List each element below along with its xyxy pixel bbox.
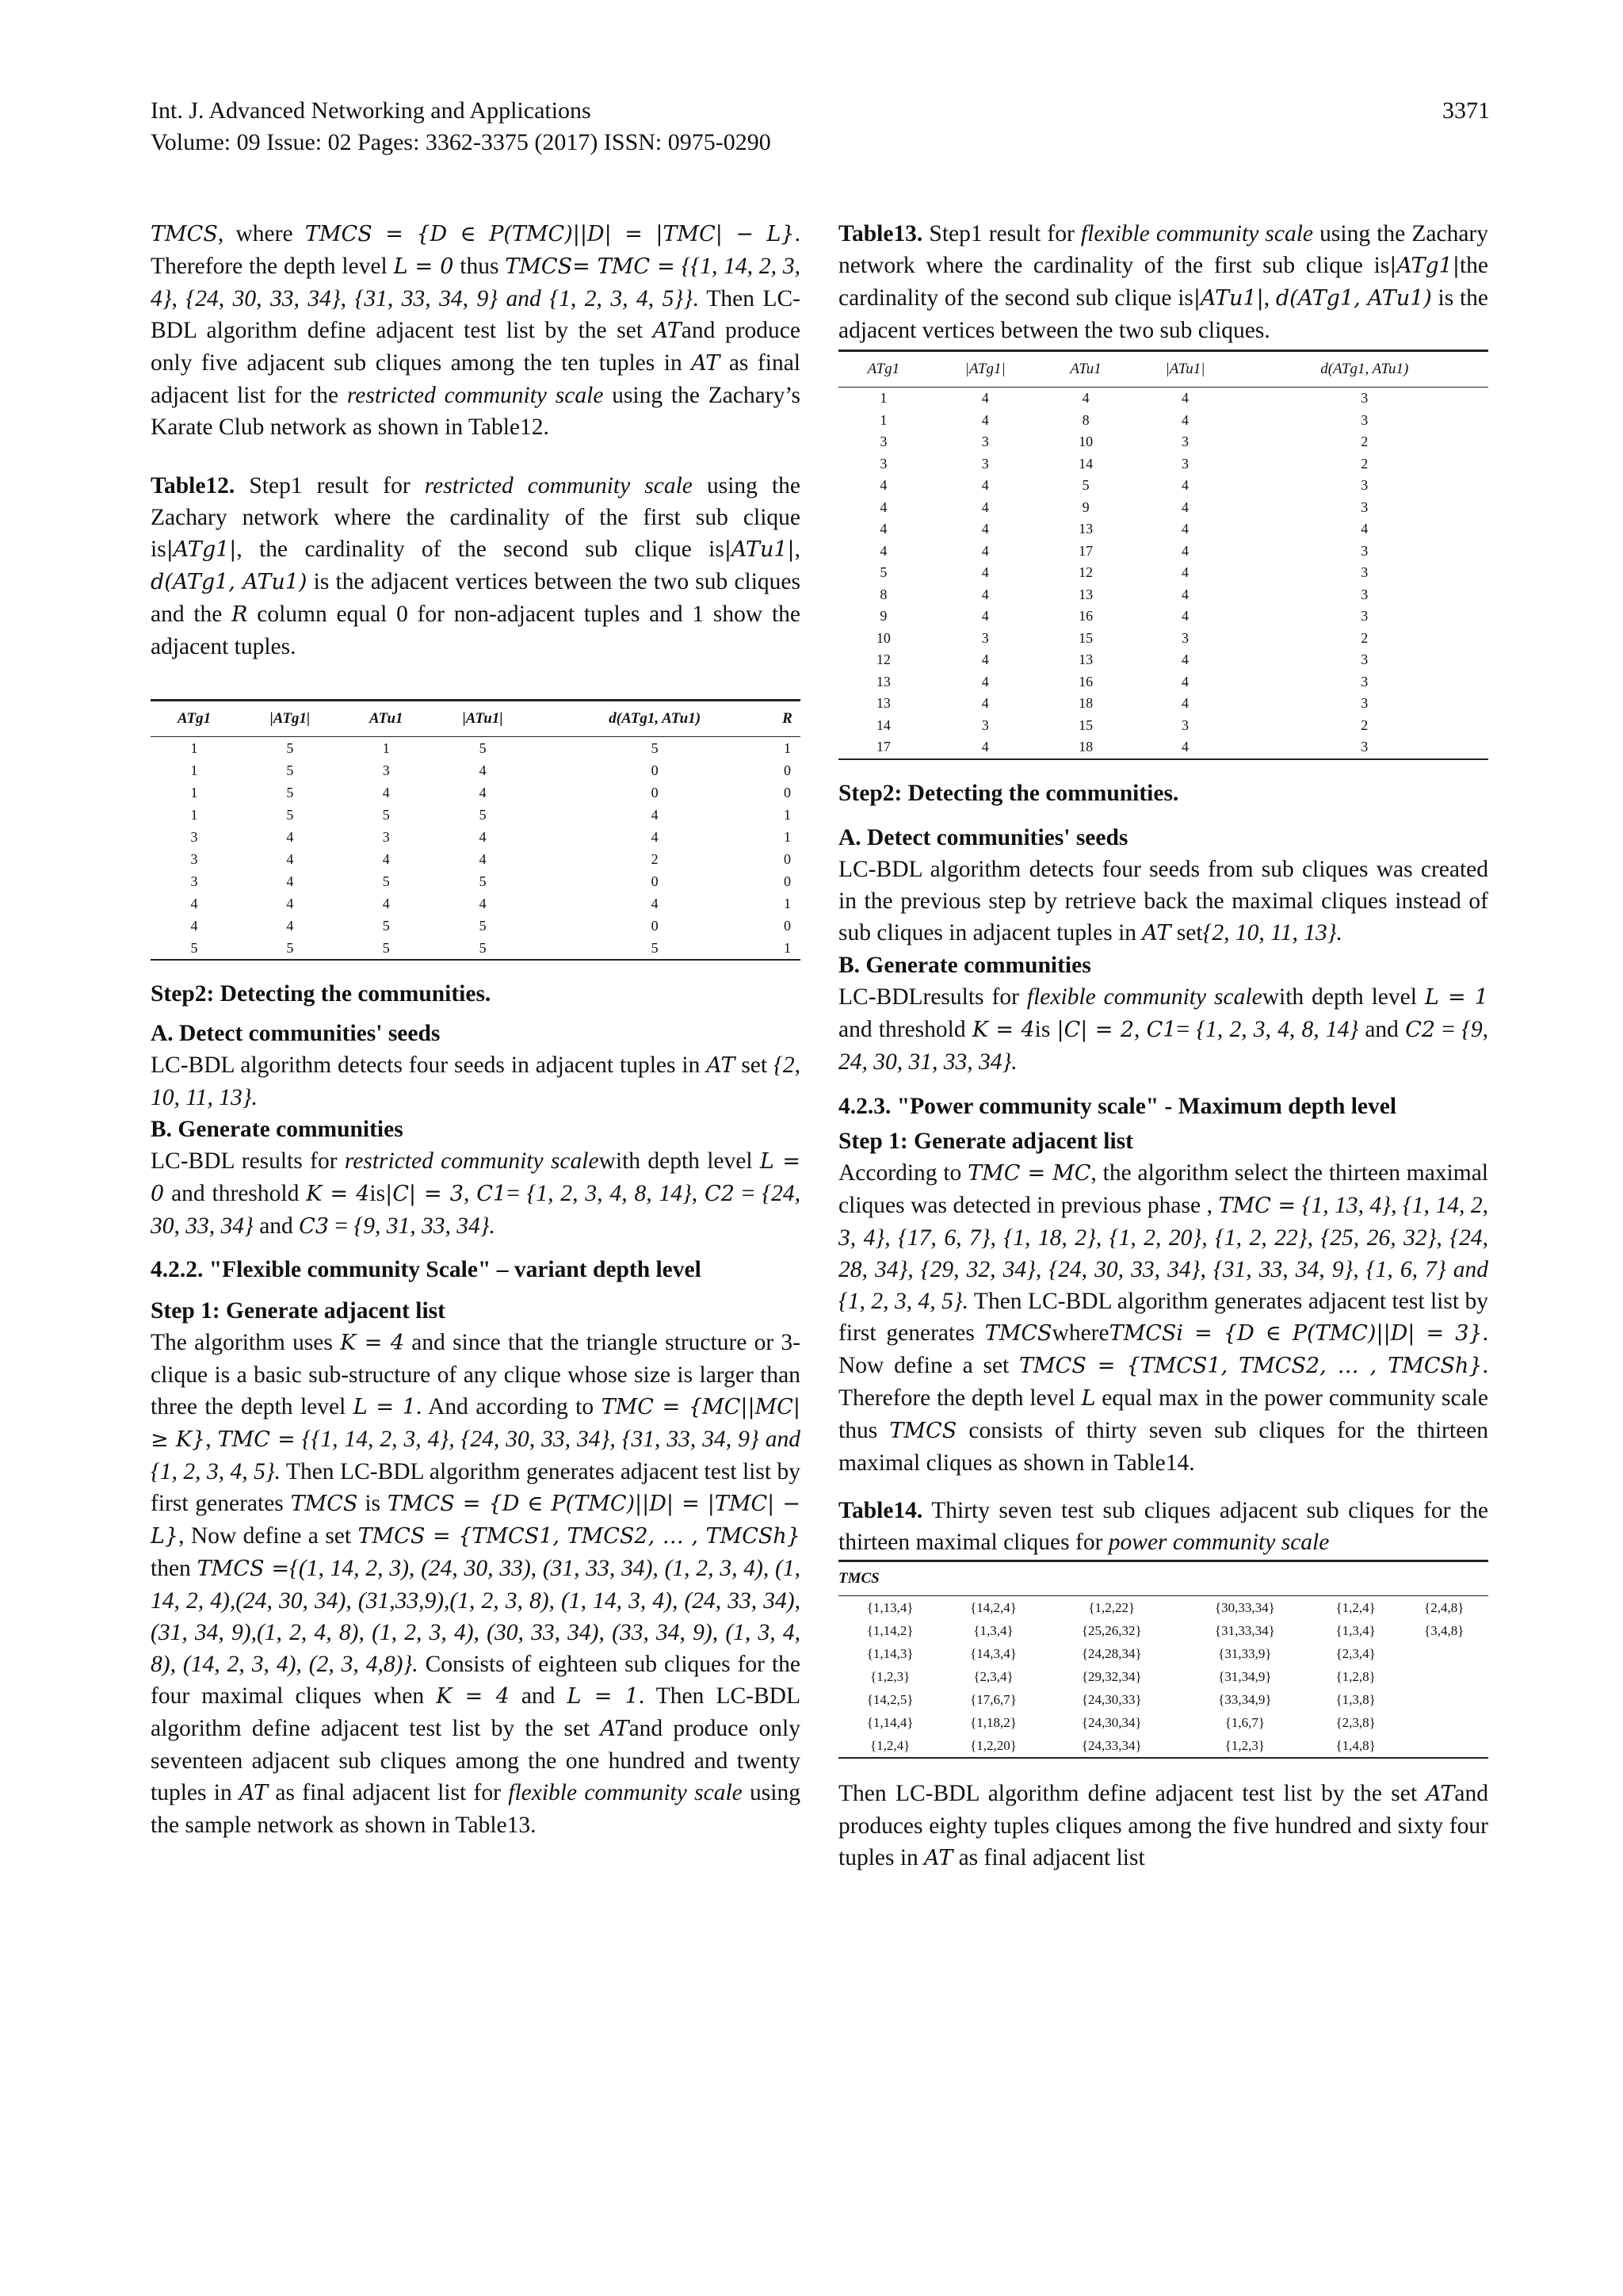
table-cell: 0 xyxy=(783,762,791,778)
table-row xyxy=(151,892,800,915)
table-cell: 4 xyxy=(286,829,294,845)
table-cell: 3 xyxy=(981,434,989,449)
table-cell: 2 xyxy=(1361,434,1369,449)
table-cell: {24,30,34} xyxy=(1081,1714,1142,1730)
table-row xyxy=(838,541,1488,563)
table-row xyxy=(838,584,1488,606)
table-cell: 5 xyxy=(535,937,774,960)
table-row xyxy=(151,737,800,760)
table-row xyxy=(838,736,1488,759)
table-cell: 3 xyxy=(1361,542,1369,559)
table-cell: 1 xyxy=(190,762,198,778)
table-cell: 4 xyxy=(1182,564,1190,580)
table-row xyxy=(838,410,1488,432)
table-cell: {30,33,34} xyxy=(1214,1599,1275,1615)
table-cell: {2,3,4} xyxy=(1335,1645,1376,1661)
table-cell: {2,3,4} xyxy=(973,1668,1014,1684)
table-cell: 4 xyxy=(981,651,989,667)
right-column xyxy=(838,218,1488,1874)
table-header-cell: ATu1 xyxy=(342,701,430,737)
table-cell: {1,18,2} xyxy=(970,1714,1017,1730)
table-cell: 13 xyxy=(876,673,891,690)
table-cell: 16 xyxy=(1079,608,1094,624)
page-number: 3371 xyxy=(1442,97,1490,124)
table-row xyxy=(151,781,800,804)
table-row xyxy=(838,431,1488,453)
table-cell: 1 xyxy=(880,411,888,428)
table-cell: {2,3,8} xyxy=(1335,1714,1376,1730)
table-cell: 4 xyxy=(1182,695,1190,711)
table-header-cell: |ATg1| xyxy=(929,351,1042,388)
table-cell: 4 xyxy=(286,873,294,889)
table-cell: {1,3,4} xyxy=(973,1622,1014,1638)
table-cell: 13 xyxy=(1079,586,1094,602)
table-cell: 4 xyxy=(479,851,487,867)
table-cell: 5 xyxy=(651,740,659,756)
table-cell: 3 xyxy=(880,455,888,472)
table-cell: 3 xyxy=(1361,608,1369,624)
table-cell: 4 xyxy=(981,411,989,428)
table-cell: 17 xyxy=(1079,542,1094,559)
table-cell: 0 xyxy=(783,785,791,800)
table-cell: 4 xyxy=(1182,411,1190,428)
table-cell: 3 xyxy=(1361,477,1369,493)
table-cell: 3 xyxy=(880,434,888,449)
table-cell: 0 xyxy=(651,873,659,889)
table-cell: 3 xyxy=(1361,499,1369,515)
table-cell: {1,4,8} xyxy=(1312,1734,1400,1758)
table-cell: {1,2,20} xyxy=(941,1734,1044,1758)
table-cell: 9 xyxy=(1082,499,1090,515)
table-cell: 4 xyxy=(880,521,888,537)
table-cell: 4 xyxy=(190,918,198,934)
table-cell: 4 xyxy=(382,896,390,911)
table-header-cell: d(ATg1, ATu1) xyxy=(1241,351,1488,388)
table-cell: 5 xyxy=(342,937,430,960)
table-cell: 4 xyxy=(479,762,487,778)
table-cell: 4 xyxy=(651,807,659,823)
table-cell: 5 xyxy=(479,873,487,889)
table-cell: 4 xyxy=(382,785,390,800)
table-cell: 4 xyxy=(479,785,487,800)
table-header-cell: ATu1 xyxy=(1042,351,1130,388)
left-step1-heading: Step 1: Generate adjacent list xyxy=(151,1298,445,1324)
table-cell: 4 xyxy=(382,851,390,867)
table-cell: {31,33,34} xyxy=(1214,1622,1275,1638)
table-header-cell: d(ATg1, ATu1) xyxy=(535,701,774,737)
table-cell: 4 xyxy=(1182,651,1190,667)
table-cell: {14,2,4} xyxy=(970,1599,1017,1615)
table-row xyxy=(151,915,800,937)
right-seeds-paragraph: LC-BDL algorithm detects four seeds from sub cliques was created in the previous step by retrieve back the maximal cliques instead of sub cliques in adjacent tuples in AT set{2, 10, 11, 13}. xyxy=(838,856,1488,946)
table-row xyxy=(838,671,1488,693)
table-cell: {1,14,4} xyxy=(866,1714,914,1730)
table-cell: 4 xyxy=(981,499,989,515)
table-row xyxy=(838,388,1488,410)
table-cell: 4 xyxy=(981,542,989,559)
table-cell: 3 xyxy=(1241,736,1488,759)
table-cell: 4 xyxy=(981,673,989,690)
table-row xyxy=(151,870,800,892)
right-step1-paragraph: According to TMC = MC, the algorithm select the thirteen maximal cliques was detected in previous phase , TMC = {1, 13, 4}, {1, 14, 2, 3, 4}, {17, 6, 7}, {1, 18, 2}, {1, 2, 20}, {1, 2, 22}, {25, 26, 32}, {24, 28, 34}, {29, 32, 34}, {24, 30, 33, 34}, {31, 33, 34, 9}, {1, 6, 7} and {1, 2, 3, 4, 5}. Then LC-BDL algorithm generates adjacent test list by first generates TMCSwhereTMCSi = {D ∈ P(TMC)||D| = 3}. Now define a set TMCS = {TMCS1, TMCS2, … , TMCSh}. Therefore the depth level L equal max in the power community scale thus TMCS consists of thirty seven sub cliques for the thirteen maximal cliques as shown in Table14. xyxy=(838,1159,1489,1476)
table-cell: 5 xyxy=(286,785,294,800)
table-cell: {1,14,3} xyxy=(866,1645,914,1661)
table-header-cell: |ATg1| xyxy=(238,701,342,737)
table-cell: 14 xyxy=(1079,455,1094,472)
table-cell: {2,4,8} xyxy=(1424,1599,1465,1615)
table-cell: 3 xyxy=(1361,695,1369,711)
table-cell: 18 xyxy=(1079,695,1094,711)
table-row xyxy=(838,1665,1488,1688)
table-cell: 5 xyxy=(286,740,294,756)
table-row xyxy=(838,1688,1488,1711)
table12 xyxy=(151,699,800,961)
table-row xyxy=(151,937,800,960)
table-cell: 3 xyxy=(981,716,989,733)
table-row xyxy=(151,826,800,848)
table-cell: 5 xyxy=(286,762,294,778)
table-header-cell: |ATu1| xyxy=(430,701,536,737)
table-cell: 8 xyxy=(880,586,888,602)
table-cell: {31,33,9} xyxy=(1218,1645,1272,1661)
table-cell: 3 xyxy=(981,629,989,646)
left-step2-heading: Step2: Detecting the communities. xyxy=(151,981,491,1007)
table-cell: 3 xyxy=(1182,455,1190,472)
table-cell: 15 xyxy=(1079,716,1094,733)
table-cell: {1,13,4} xyxy=(866,1599,914,1615)
table-cell: 4 xyxy=(1129,736,1240,759)
table-row xyxy=(838,518,1488,541)
table-row xyxy=(838,628,1488,650)
table-cell: 4 xyxy=(1182,586,1190,602)
table-cell: 4 xyxy=(981,390,989,406)
table-cell: {17,6,7} xyxy=(970,1691,1017,1707)
table-header-cell: ATg1 xyxy=(838,351,929,388)
left-generate-paragraph: LC-BDL results for restricted community scalewith depth level L = 0 and threshold K = 4is|C| = 3, C1= {1, 2, 3, 4, 8, 14}, C2 = {24, 30, 33, 34} and C3 = {9, 31, 33, 34}. xyxy=(151,1148,801,1239)
right-seeds-heading: A. Detect communities' seeds xyxy=(838,824,1128,850)
table-cell: 4 xyxy=(651,896,659,911)
table-cell: 0 xyxy=(651,762,659,778)
table-cell: 4 xyxy=(286,851,294,867)
table-cell: 5 xyxy=(238,937,342,960)
table-row xyxy=(838,1619,1488,1642)
right-step1-heading: Step 1: Generate adjacent list xyxy=(838,1128,1133,1154)
journal-name: Int. J. Advanced Networking and Applications xyxy=(151,97,591,124)
table-cell: 4 xyxy=(1182,477,1190,493)
table-cell: {33,34,9} xyxy=(1218,1691,1272,1707)
table-cell: 5 xyxy=(479,807,487,823)
table-cell: {1,2,4} xyxy=(1335,1599,1376,1615)
table-cell: 3 xyxy=(1361,586,1369,602)
table-cell: 10 xyxy=(1079,434,1094,449)
table-cell xyxy=(1400,1642,1488,1665)
left-seeds-paragraph: LC-BDL algorithm detects four seeds in adjacent tuples in AT set {2, 10, 11, 13}. xyxy=(151,1052,800,1110)
table-cell: 2 xyxy=(1361,629,1369,646)
table-cell: 1 xyxy=(190,740,198,756)
table-row xyxy=(838,606,1488,628)
table-cell: 5 xyxy=(479,918,487,934)
table-cell: 4 xyxy=(981,477,989,493)
table-cell: 4 xyxy=(1182,542,1190,559)
table-cell: 18 xyxy=(1042,736,1130,759)
table-cell: 1 xyxy=(783,829,791,845)
table-cell: 4 xyxy=(190,896,198,911)
left-seeds-heading: A. Detect communities' seeds xyxy=(151,1021,441,1046)
right-generate-heading: B. Generate communities xyxy=(838,952,1091,978)
table-cell: {31,34,9} xyxy=(1218,1668,1272,1684)
table-cell xyxy=(1400,1688,1488,1711)
table-cell: {1,2,3} xyxy=(870,1668,911,1684)
table-cell: 2 xyxy=(651,851,659,867)
table-row xyxy=(838,649,1488,671)
table-cell: 3 xyxy=(1361,564,1369,580)
table-cell: 17 xyxy=(838,736,929,759)
table-header-cell: |ATu1| xyxy=(1129,351,1240,388)
table14 xyxy=(838,1560,1488,1759)
table-cell: 1 xyxy=(880,390,888,406)
table-cell: {1,14,2} xyxy=(866,1622,914,1638)
table-cell: 1 xyxy=(190,785,198,800)
table-cell: {1,2,22} xyxy=(1088,1599,1136,1615)
table-cell: {3,4,8} xyxy=(1424,1622,1465,1638)
table14-header: TMCS xyxy=(838,1561,1488,1595)
table-row xyxy=(151,848,800,870)
table-cell: 3 xyxy=(1361,411,1369,428)
table-cell: 2 xyxy=(1361,455,1369,472)
table-cell: 4 xyxy=(981,695,989,711)
table-cell: {14,3,4} xyxy=(970,1645,1017,1661)
table-cell: 12 xyxy=(1079,564,1094,580)
table-row xyxy=(838,1642,1488,1665)
table-cell: 9 xyxy=(880,608,888,624)
table-cell: {25,26,32} xyxy=(1081,1622,1142,1638)
table-cell: 5 xyxy=(479,740,487,756)
table-cell: 13 xyxy=(876,695,891,711)
table-cell: 3 xyxy=(190,851,198,867)
table-cell: 4 xyxy=(1182,608,1190,624)
table-cell: 13 xyxy=(1079,651,1094,667)
table-cell: {1,2,3} xyxy=(1178,1734,1312,1758)
table-cell: 3 xyxy=(382,762,390,778)
table-cell: 14 xyxy=(876,716,891,733)
table-cell: {24,28,34} xyxy=(1081,1645,1142,1661)
table-row xyxy=(838,453,1488,476)
section-4-2-2-heading: 4.2.2. "Flexible community Scale" – variant depth level xyxy=(151,1257,701,1282)
table-cell: 4 xyxy=(1182,390,1190,406)
table-cell: 13 xyxy=(1079,521,1094,537)
table-row xyxy=(838,1711,1488,1734)
table-cell xyxy=(1400,1734,1488,1758)
table-row xyxy=(151,759,800,781)
table-cell: 3 xyxy=(1182,716,1190,733)
table-cell: 4 xyxy=(981,608,989,624)
table-cell: 1 xyxy=(190,807,198,823)
left-paragraph-1: TMCS, where TMCS = {D ∈ P(TMC)||D| = |TMC| − L}. Therefore the depth level L = 0 thus TMCS= TMC = {{1, 14, 2, 3, 4}, {24, 30, 33, 34}, {31, 33, 34, 9} and {1, 2, 3, 4, 5}}. Then LC-BDL algorithm define adjacent test list by the set ATand produce only five adjacent sub cliques among the ten tuples in AT as final adjacent list for the restricted community scale using the Zachary’s Karate Club network as shown in Table12. xyxy=(151,221,800,440)
table-cell: {1,6,7} xyxy=(1224,1714,1265,1730)
table-cell: 4 xyxy=(1182,499,1190,515)
section-4-2-3-heading: 4.2.3. "Power community scale" - Maximum depth level xyxy=(838,1093,1397,1119)
table-cell: 1 xyxy=(382,740,390,756)
table-cell: {1,2,8} xyxy=(1335,1668,1376,1684)
table-cell: 4 xyxy=(1361,521,1369,537)
table-cell: 0 xyxy=(783,873,791,889)
table-cell: 4 xyxy=(286,918,294,934)
table-cell: 1 xyxy=(774,937,800,960)
table-cell: 5 xyxy=(1082,477,1090,493)
table-cell xyxy=(1400,1665,1488,1688)
table-cell: {1,3,4} xyxy=(1335,1622,1376,1638)
table13 xyxy=(838,350,1488,760)
page-header xyxy=(151,95,1490,159)
table-cell: 4 xyxy=(981,521,989,537)
table-cell xyxy=(1400,1711,1488,1734)
table-cell: 3 xyxy=(190,873,198,889)
left-generate-heading: B. Generate communities xyxy=(151,1117,403,1142)
table-cell: 1 xyxy=(783,740,791,756)
table-cell: {29,32,34} xyxy=(1081,1668,1142,1684)
table-cell: 4 xyxy=(880,477,888,493)
table-cell: 4 xyxy=(1082,390,1090,406)
table-cell: 16 xyxy=(1079,673,1094,690)
table-row xyxy=(151,804,800,826)
table-cell: 5 xyxy=(382,807,390,823)
table-cell: 2 xyxy=(1361,716,1369,733)
table-row xyxy=(838,475,1488,497)
table-cell: {1,3,8} xyxy=(1335,1691,1376,1707)
table-row xyxy=(838,715,1488,737)
left-step1-paragraph: The algorithm uses K = 4 and since that the triangle structure or 3-clique is a basic sub-structure of any clique whose size is larger than three the depth level L = 1. And according to TMC = {MC||MC| ≥ K}, TMC = {{1, 14, 2, 3, 4}, {24, 30, 33, 34}, {31, 33, 34, 9} and {1, 2, 3, 4, 5}. Then LC-BDL algorithm generates adjacent test list by first generates TMCS is TMCS = {D ∈ P(TMC)||D| = |TMC| − L}, Now define a set TMCS = {TMCS1, TMCS2, … , TMCSh} then TMCS ={(1, 14, 2, 3), (24, 30, 33), (31, 33, 34), (1, 2, 3, 4), (1, 14, 2, 4),(24, 30, 34), (31,33,9),(1, 2, 3, 8), (1, 14, 3, 4), (24, 33, 34), (31, 34, 9),(1, 2, 4, 8), (1, 2, 3, 4), (30, 33, 34), (33, 34, 9), (1, 3, 4, 8), (14, 2, 3, 4), (2, 3, 4,8)}. Consists of eighteen sub cliques for the four maximal cliques when K = 4 and L = 1. Then LC-BDL algorithm define adjacent test list by the set ATand produce only seventeen adjacent sub cliques among the one hundred and twenty tuples in AT as final adjacent list for flexible community scale using the sample network as shown in Table13. xyxy=(151,1330,801,1838)
table-cell: 15 xyxy=(1079,629,1094,646)
table-cell: 4 xyxy=(651,829,659,845)
table-cell: 5 xyxy=(382,873,390,889)
table-cell: 4 xyxy=(929,736,1042,759)
table-cell: 4 xyxy=(286,896,294,911)
table-cell: 0 xyxy=(783,851,791,867)
table-cell: 0 xyxy=(651,785,659,800)
table-row xyxy=(838,497,1488,519)
table-cell: 3 xyxy=(1361,673,1369,690)
right-step2-heading: Step2: Detecting the communities. xyxy=(838,780,1179,806)
table-cell: 4 xyxy=(1182,673,1190,690)
table-cell: 0 xyxy=(783,918,791,934)
table-header-cell: ATg1 xyxy=(151,701,238,737)
table-row xyxy=(838,693,1488,715)
table-cell: 4 xyxy=(981,564,989,580)
table-cell: {1,2,4} xyxy=(838,1734,941,1758)
table-cell: 3 xyxy=(1361,651,1369,667)
table-cell: 3 xyxy=(981,455,989,472)
table-cell: 12 xyxy=(876,651,891,667)
table-cell: 4 xyxy=(880,499,888,515)
table-cell: 0 xyxy=(651,918,659,934)
table-cell: 5 xyxy=(430,937,536,960)
table-cell: 4 xyxy=(479,896,487,911)
right-generate-paragraph: LC-BDLresults for flexible community scalewith depth level L = 1 and threshold K = 4is |C| = 2, C1= {1, 2, 3, 4, 8, 14} and C2 = {9, 24, 30, 31, 33, 34}. xyxy=(838,984,1489,1075)
table13-caption: Table13. Step1 result for flexible community scale using the Zachary network where the cardinality of the first sub clique is|ATg1|the cardinality of the second sub clique is|ATu1|, d(ATg1, ATu1) is the adjacent vertices between the two sub cliques. xyxy=(838,221,1489,343)
table-cell: 10 xyxy=(876,629,891,646)
table-cell: 4 xyxy=(981,586,989,602)
table-cell: 4 xyxy=(880,542,888,559)
table12-caption: Table12. Step1 result for restricted community scale using the Zachary network where the cardinality of the first sub clique is|ATg1|, the cardinality of the second sub clique is|ATu1|, d(ATg1, ATu1) is the adjacent vertices between the two sub cliques and the R column equal 0 for non-adjacent tuples and 1 show the adjacent tuples. xyxy=(151,473,801,659)
table-cell: 5 xyxy=(382,918,390,934)
table-cell: 3 xyxy=(382,829,390,845)
table-header-cell: R xyxy=(774,701,800,737)
table-cell: 5 xyxy=(880,564,888,580)
table-cell: 3 xyxy=(1361,390,1369,406)
table14-caption: Table14. Thirty seven test sub cliques adjacent sub cliques for the thirteen maximal cliques for power community scale xyxy=(838,1497,1488,1555)
table-cell: {14,2,5} xyxy=(866,1691,914,1707)
table-cell: {24,30,33} xyxy=(1081,1691,1142,1707)
table-row xyxy=(838,1595,1488,1619)
table-cell: 5 xyxy=(151,937,238,960)
table-cell: 3 xyxy=(190,829,198,845)
table-cell: 4 xyxy=(1182,521,1190,537)
right-final-paragraph: Then LC-BDL algorithm define adjacent test list by the set ATand produces eighty tuples cliques among the five hundred and sixty four tuples in AT as final adjacent list xyxy=(838,1780,1488,1870)
table-cell: 1 xyxy=(783,807,791,823)
left-column xyxy=(151,218,800,1841)
journal-volume: Volume: 09 Issue: 02 Pages: 3362-3375 (2017) ISSN: 0975-0290 xyxy=(151,129,771,155)
table-cell: 1 xyxy=(783,896,791,911)
table-cell: 3 xyxy=(1182,629,1190,646)
table-row xyxy=(838,562,1488,584)
table-cell: 4 xyxy=(479,829,487,845)
table-cell: 8 xyxy=(1082,411,1090,428)
table-cell: {24,33,34} xyxy=(1045,1734,1178,1758)
table-cell: 5 xyxy=(286,807,294,823)
table-row xyxy=(838,1734,1488,1758)
table-cell: 3 xyxy=(1182,434,1190,449)
